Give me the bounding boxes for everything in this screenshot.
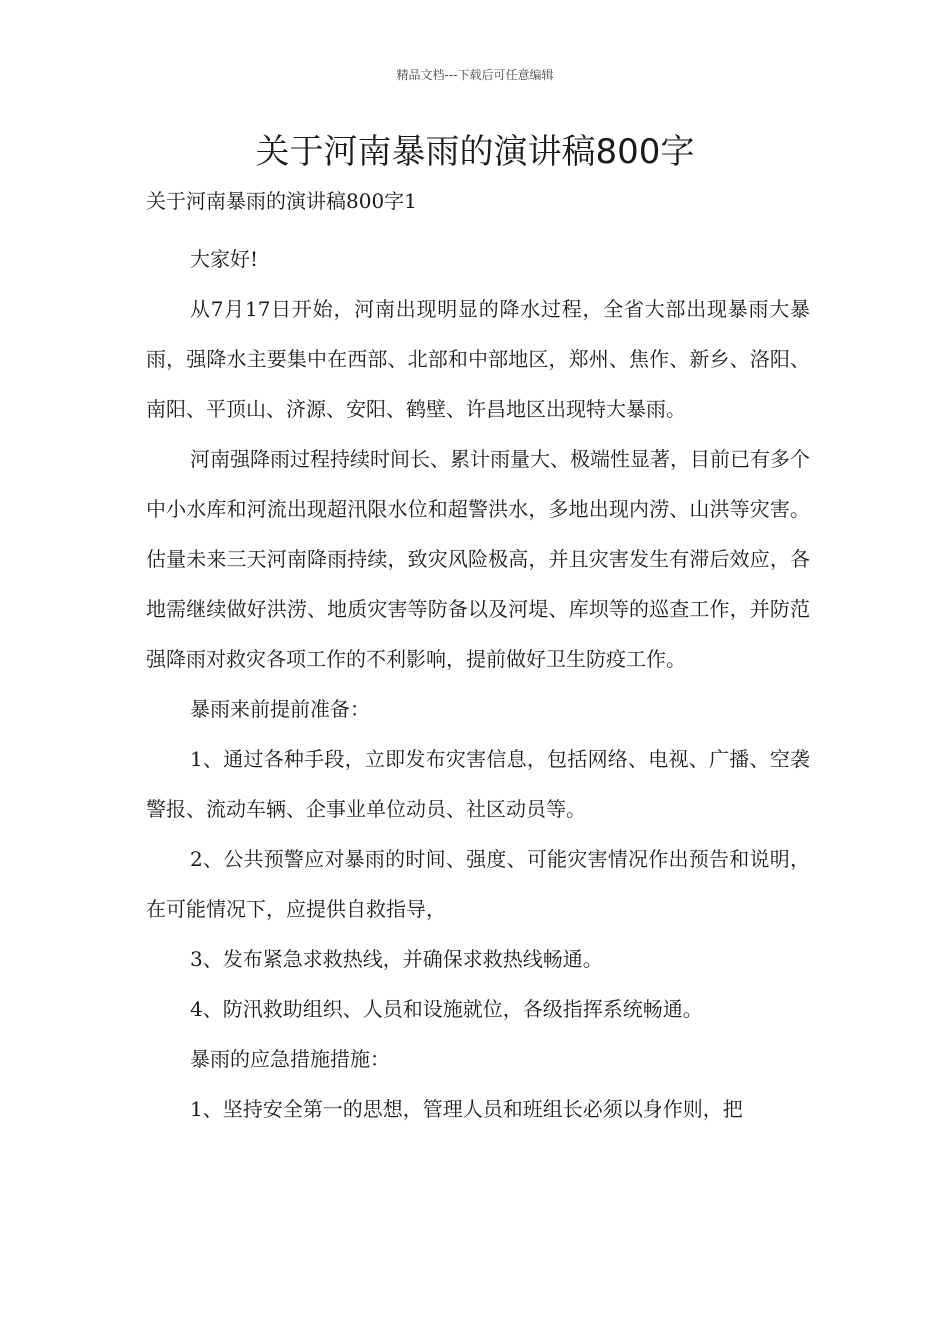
section-heading-preparation: 暴雨来前提前准备： <box>190 697 370 721</box>
document-subtitle: 关于河南暴雨的演讲稿800字1 <box>146 189 417 213</box>
page-header-note: 精品文档---下载后可任意编辑 <box>396 68 554 82</box>
document-title: 关于河南暴雨的演讲稿800字 <box>255 132 695 172</box>
list-item-preparation-4: 4、防汛救助组织、人员和设施就位，各级指挥系统畅通。 <box>190 997 703 1021</box>
document-body <box>146 234 810 1134</box>
list-item-preparation-2: 2、公共预警应对暴雨的时间、强度、可能灾害情况作出预告和说明，在可能情况下，应提供自救指导， <box>146 847 810 921</box>
paragraph-rain-impact: 河南强降雨过程持续时间长、累计雨量大、极端性显著，目前已有多个中小水库和河流出现超汛限水位和超警洪水，多地出现内涝、山洪等灾害。估量未来三天河南降雨持续，致灾风险极高，并且灾害发生有滞后效应，各地需继续做好洪涝、地质灾害等防备以及河堤、库坝等的巡查工作，并防范强降雨对救灾各项工作的不利影响，提前做好卫生防疫工作。 <box>146 447 810 671</box>
list-item-emergency-1: 1、坚持安全第一的思想，管理人员和班组长必须以身作则，把 <box>190 1097 743 1121</box>
paragraph-greeting: 大家好! <box>190 247 259 271</box>
section-heading-emergency: 暴雨的应急措施措施： <box>190 1047 390 1071</box>
list-item-preparation-3: 3、发布紧急求救热线，并确保求救热线畅通。 <box>190 947 603 971</box>
paragraph-rain-overview: 从7月17日开始，河南出现明显的降水过程，全省大部出现暴雨大暴雨，强降水主要集中在西部、北部和中部地区，郑州、焦作、新乡、洛阳、南阳、平顶山、济源、安阳、鹤壁、许昌地区出现特大暴雨。 <box>146 297 810 421</box>
list-item-preparation-1: 1、通过各种手段，立即发布灾害信息，包括网络、电视、广播、空袭警报、流动车辆、企事业单位动员、社区动员等。 <box>146 747 810 821</box>
